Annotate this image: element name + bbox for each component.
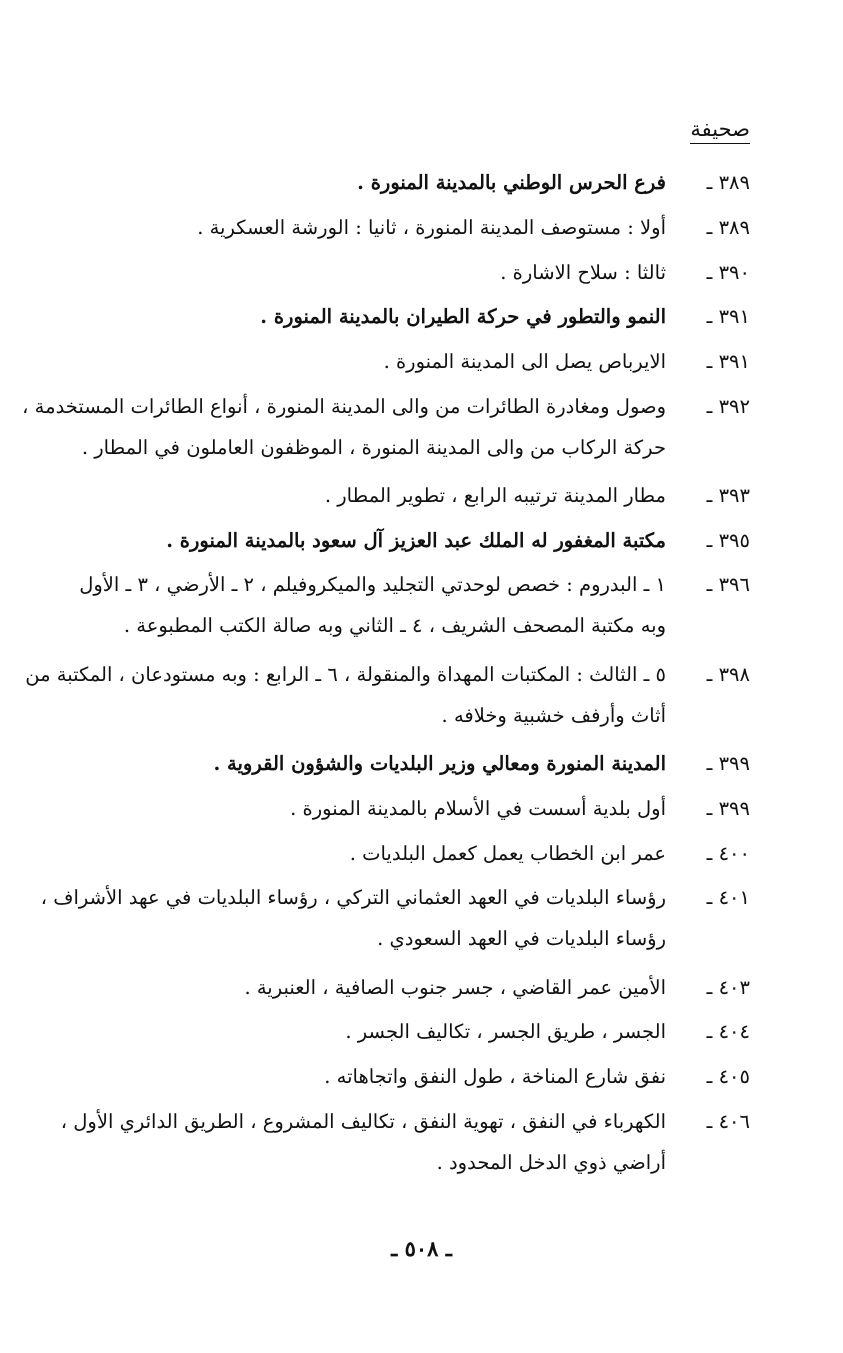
contents-entry <box>60 1018 750 1059</box>
entry-text <box>60 527 666 568</box>
contents-entry <box>60 974 750 1015</box>
contents-entry <box>60 795 750 836</box>
entry-line: الجسر ، طريق الجسر ، تكاليف الجسر . <box>345 1020 666 1043</box>
entry-line: أراضي ذوي الدخل المحدود . <box>436 1151 666 1174</box>
page-reference: ٣٩٦ ـ <box>706 573 750 596</box>
contents-entry <box>60 259 750 300</box>
entry-text <box>60 974 666 1015</box>
entry-text <box>25 661 666 743</box>
entry-line: ٥ ـ الثالث : المكتبات المهداة والمنقولة ، ٦ ـ الرابع : وبه مستودعان ، المكتبة من <box>25 663 666 686</box>
contents-entry <box>60 750 750 791</box>
contents-entry <box>60 214 750 255</box>
entry-line: نفق شارع المناخة ، طول النفق واتجاهاته . <box>324 1065 666 1088</box>
entry-text <box>60 750 666 791</box>
contents-entry <box>60 348 750 389</box>
entry-line: المدينة المنورة ومعالي وزير البلديات والشؤون القروية . <box>213 752 666 775</box>
entry-text <box>40 884 666 966</box>
entry-line: رؤساء البلديات في العهد السعودي . <box>377 927 666 950</box>
entry-text <box>60 259 666 300</box>
page-reference: ٣٩٣ ـ <box>706 484 750 507</box>
page-reference: ٣٩٩ ـ <box>706 752 750 775</box>
entry-line: رؤساء البلديات في العهد العثماني التركي ، رؤساء البلديات في عهد الأشراف ، <box>40 886 666 909</box>
page-reference: ٤٠٠ ـ <box>706 842 750 865</box>
page-reference: ٤٠٣ ـ <box>706 976 750 999</box>
entry-text <box>60 482 666 523</box>
entry-line: فرع الحرس الوطني بالمدينة المنورة . <box>357 171 666 194</box>
page-reference: ٤٠٤ ـ <box>706 1020 750 1043</box>
entry-line: الايرباص يصل الى المدينة المنورة . <box>383 350 666 373</box>
entry-text <box>60 303 666 344</box>
page-reference: ٣٨٩ ـ <box>706 216 750 239</box>
entry-text <box>60 1108 666 1190</box>
page-reference: ٣٩١ ـ <box>706 350 750 373</box>
entry-line: وبه مكتبة المصحف الشريف ، ٤ ـ الثاني وبه صالة الكتب المطبوعة . <box>123 614 666 637</box>
page-reference: ٤٠٥ ـ <box>706 1065 750 1088</box>
entry-line: مطار المدينة ترتيبه الرابع ، تطوير المطار . <box>324 484 666 507</box>
page-reference: ٣٩٥ ـ <box>706 529 750 552</box>
contents-entry <box>60 1108 750 1190</box>
contents-entry <box>60 527 750 568</box>
entry-text <box>60 1018 666 1059</box>
entry-line: أول بلدية أسست في الأسلام بالمدينة المنورة . <box>290 797 666 820</box>
page-reference: ٤٠١ ـ <box>706 886 750 909</box>
entry-line: النمو والتطور في حركة الطيران بالمدينة المنورة . <box>260 305 666 328</box>
entry-text <box>60 795 666 836</box>
contents-entry <box>40 884 750 966</box>
entry-line: أولا : مستوصف المدينة المنورة ، ثانيا : الورشة العسكرية . <box>197 216 666 239</box>
entry-text <box>60 214 666 255</box>
entry-line: وصول ومغادرة الطائرات من والى المدينة المنورة ، أنواع الطائرات المستخدمة ، <box>22 395 666 418</box>
contents-entry <box>22 393 750 475</box>
page-reference: ٣٩٩ ـ <box>706 797 750 820</box>
entry-line: أثاث وأرفف خشبية وخلافه . <box>441 704 666 727</box>
entry-text <box>22 393 666 475</box>
entry-line: الأمين عمر القاضي ، جسر جنوب الصافية ، العنبرية . <box>244 976 666 999</box>
page-number: ـ ٥٠٨ ـ <box>391 1236 452 1261</box>
contents-entry <box>60 1063 750 1104</box>
entry-line: عمر ابن الخطاب يعمل كعمل البلديات . <box>349 842 666 865</box>
entry-text <box>60 1063 666 1104</box>
page-reference: ٣٨٩ ـ <box>706 171 750 194</box>
column-header: صحيفة <box>690 116 750 144</box>
contents-entry <box>60 482 750 523</box>
entry-line: حركة الركاب من والى المدينة المنورة ، الموظفون العاملون في المطار . <box>81 436 666 459</box>
entry-text <box>60 840 666 881</box>
entry-text <box>60 348 666 389</box>
page-reference: ٣٩٢ ـ <box>706 395 750 418</box>
contents-entry <box>60 840 750 881</box>
page-reference: ٣٩١ ـ <box>706 305 750 328</box>
entry-text <box>60 169 666 210</box>
contents-entry <box>60 571 750 653</box>
entry-line: الكهرباء في النفق ، تهوية النفق ، تكاليف المشروع ، الطريق الدائري الأول ، <box>60 1110 666 1133</box>
entry-line: ثالثا : سلاح الاشارة . <box>500 261 666 284</box>
contents-entry <box>60 303 750 344</box>
page-reference: ٣٩٠ ـ <box>706 261 750 284</box>
entry-line: ١ ـ البدروم : خصص لوحدتي التجليد والميكروفيلم ، ٢ ـ الأرضي ، ٣ ـ الأول <box>79 573 666 596</box>
entry-text <box>60 571 666 653</box>
entry-line: مكتبة المغفور له الملك عبد العزيز آل سعود بالمدينة المنورة . <box>166 529 666 552</box>
contents-entry <box>25 661 750 743</box>
page-reference: ٤٠٦ ـ <box>706 1110 750 1133</box>
page-reference: ٣٩٨ ـ <box>706 663 750 686</box>
contents-entry <box>60 169 750 210</box>
